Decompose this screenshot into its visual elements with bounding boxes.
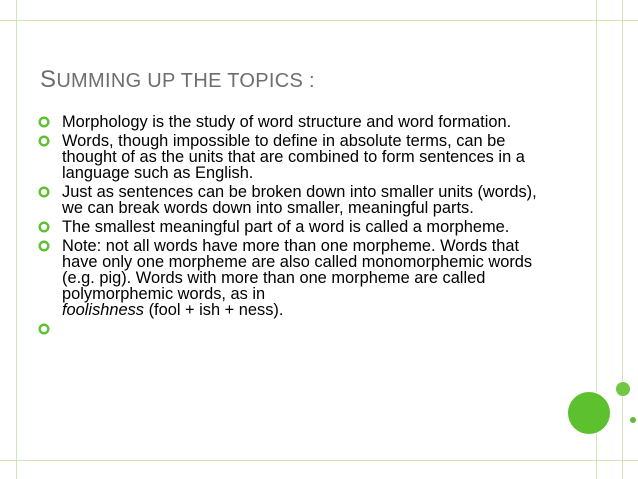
bullet-item <box>38 184 558 216</box>
bullet-item <box>38 133 558 181</box>
circle-bullet-icon <box>38 221 50 233</box>
bullet-item <box>38 114 558 130</box>
bullet-text: Words, though impossible to define in absolute terms, can be thought of as the units that are combined to form sentences in a language such as English. <box>62 132 525 182</box>
decorative-circle-large <box>567 391 611 435</box>
title-first-letter: S <box>40 66 57 93</box>
title-rest: UMMING UP THE TOPICS : <box>56 70 315 92</box>
frame-line-right-outer <box>622 0 623 479</box>
circle-bullet-icon <box>38 323 50 335</box>
decorative-circle-tiny <box>630 417 636 423</box>
bullet-list <box>38 114 558 340</box>
bullet-text: The smallest meaningful part of a word is called a morpheme. <box>62 218 510 236</box>
bullet-text: Morphology is the study of word structure and word formation. <box>62 113 512 131</box>
circle-bullet-icon <box>38 116 50 128</box>
bullet-text-main: Note: not all words have more than one morpheme. Words that have only one morpheme are also called monomorphemic words (e.g. pig). Words with more than one morpheme are called polymorphemic words, as in <box>62 237 533 303</box>
bullet-item <box>38 219 558 235</box>
circle-bullet-icon <box>38 186 50 198</box>
bullet-item <box>38 238 558 318</box>
bullet-text-italic: foolishness <box>62 301 145 319</box>
circle-bullet-icon <box>38 240 50 252</box>
decorative-circle-small <box>615 381 631 397</box>
bullet-text <box>62 321 558 337</box>
bullet-text-tail: (fool + ish + ness). <box>144 301 284 319</box>
frame-line-left <box>16 0 17 479</box>
bullet-text <box>62 238 558 318</box>
bullet-text: Just as sentences can be broken down into smaller units (words), we can break words down into smaller, meaningful parts. <box>62 183 537 217</box>
slide-title <box>40 66 315 94</box>
frame-line-bottom <box>0 460 638 461</box>
bullet-item-empty <box>38 321 558 337</box>
frame-line-top <box>0 20 638 21</box>
circle-bullet-icon <box>38 135 50 147</box>
